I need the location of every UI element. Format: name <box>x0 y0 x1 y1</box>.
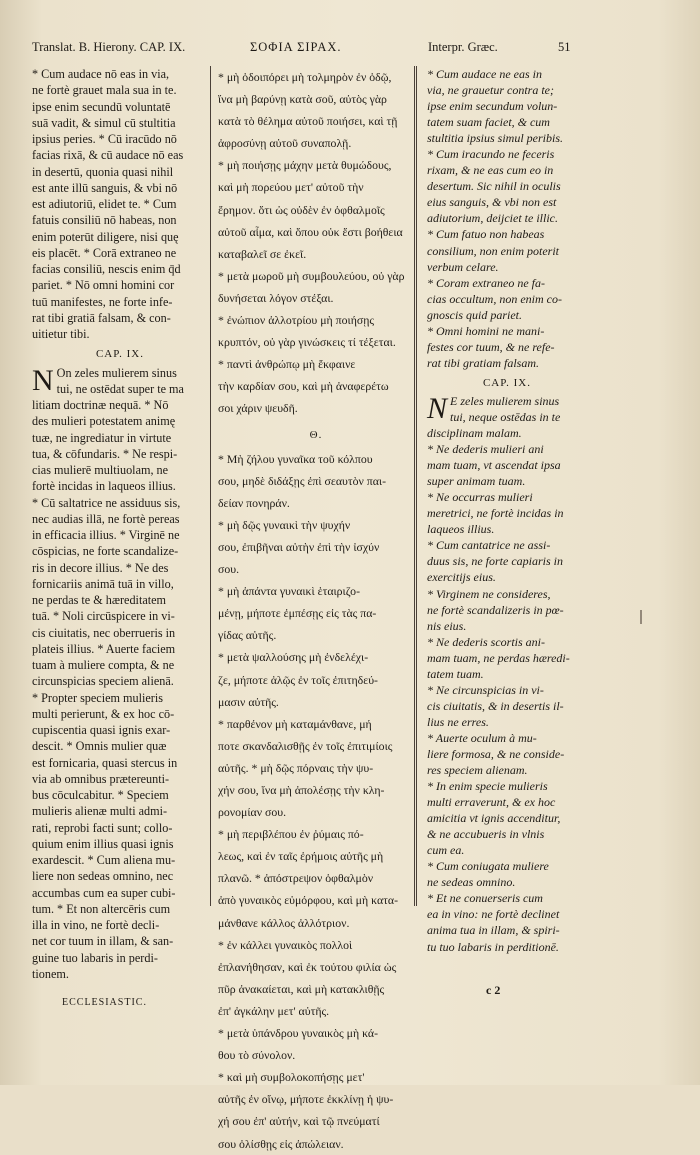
text-line: ipse enim secundū voluntatē <box>32 99 171 114</box>
text-line: * Cum cantatrice ne assi- <box>427 538 551 553</box>
chapter-heading: Θ. <box>309 428 323 441</box>
text-line: circunspicias speciem alienā. <box>32 674 174 689</box>
header-left: Translat. B. Hierony. CAP. IX. <box>32 40 186 54</box>
text-line: des mulieri potestatem animę <box>32 414 176 429</box>
text-line: guine tuo labaris in perdi- <box>32 950 158 965</box>
text-line: * Cū saltatrice ne assiduus sis, <box>32 495 181 510</box>
text-line: E zeles mulierem sinus <box>450 393 560 408</box>
text-line: est fornicaria, quasi stercus in <box>32 755 178 770</box>
text-line: res speciem alienam. <box>427 763 528 778</box>
text-line: est adiutoriū, elidet te. * Cum <box>32 197 177 211</box>
text-line: litiam doctrinæ nequā. * Nō <box>32 398 169 412</box>
text-line: cis ciuitatis, & in desertis il- <box>427 698 564 713</box>
text-line: liere formosa, & ne conside- <box>427 746 565 761</box>
text-line: adiutorium, deijciet te illic. <box>427 211 558 226</box>
column-divider <box>210 66 211 906</box>
latin-vulgate-column <box>32 66 208 982</box>
text-line: duus sis, ne forte capiaris in <box>427 554 564 569</box>
text-line: καὶ μὴ πορεύου μετ' αὐτοῦ τὴν <box>218 180 364 195</box>
text-line: πῦρ ἀνακαίεται, καὶ μὴ κατακλιθῇς <box>218 981 385 996</box>
text-line: eius sanguis, & vbi non est <box>427 195 557 210</box>
text-line: σου, ἐπιβῆναι αὐτὴν ἐπὶ τὴν ἰσχύν <box>218 539 380 554</box>
text-line: * Cum fatuo non habeas <box>427 227 545 242</box>
text-line: enim poterūt diligere, nisi quę <box>32 229 179 244</box>
text-line: * μὴ περιβλέπου ἐν ῥύμαις πό- <box>218 827 364 842</box>
text-line: est ante illū sanguis, & vbi nō <box>32 180 178 195</box>
text-line: via, ne grauetur contra te; <box>427 83 554 98</box>
text-line: cupiscentia quasi ignis exar- <box>32 723 171 737</box>
text-line: * Et ne conuerseris cum <box>427 891 543 906</box>
text-line: tum. * Et non altercēris cum <box>32 901 171 916</box>
text-line: fatuis consiliū nō habeas, non <box>32 213 177 228</box>
text-line: anima tua in illam, & spiri- <box>427 923 560 938</box>
text-line: super animam tuam. <box>427 474 526 489</box>
text-line: κατὰ τὸ θέλημα αὐτοῦ ποιήσει, καὶ τῇ <box>218 114 398 129</box>
text-line: fortè incidas in laqueos illius. <box>32 479 176 494</box>
text-line: fornicariis animā tuā in villo, <box>32 576 174 591</box>
text-line: * Virginem ne consideres, <box>427 586 551 601</box>
text-line: ζε, μήποτε ἁλῷς ἐν τοῖς ἐπιτηδεύ- <box>218 672 378 687</box>
text-line: μασιν αὐτῆς. <box>218 694 279 709</box>
text-line: multi perierunt, & ex hoc cō- <box>32 706 175 721</box>
text-line: σου, μηδὲ διδάξῃς ἐπὶ σεαυτὸν παι- <box>218 473 387 488</box>
text-line: festes cor tuum, & ne refe- <box>427 339 555 354</box>
text-line: tuū manifestes, ne forte infe- <box>32 294 173 309</box>
text-line: ea in vino: ne fortè declinet <box>427 907 560 922</box>
ink-mark <box>640 610 642 624</box>
text-line: & ne accubueris in vlnis <box>427 827 545 842</box>
text-line: quium enim illius quasi ignis <box>32 836 174 851</box>
text-line: δείαν πονηράν. <box>218 495 290 510</box>
text-line: ποτε σκανδαλισθῇς ἐν τοῖς ἐπιτιμίοις <box>218 738 393 753</box>
text-line: multi erraverunt, & ex hoc <box>427 795 556 810</box>
text-line: ἐπλανήθησαν, καὶ ἐκ τούτου φιλία ὡς <box>218 959 397 974</box>
text-line: cōspicias, ne forte scandalize- <box>32 544 179 559</box>
text-line: τὴν καρδίαν σου, καὶ μὴ ἀναφερέτω <box>218 379 389 394</box>
text-line: tuæ, ne ingrediatur in virtute <box>32 430 172 445</box>
text-line: πλανῶ. * ἀπόστρεψον ὀφθαλμὸν <box>218 871 374 886</box>
text-line: * Ne circunspicias in vi- <box>427 682 544 697</box>
text-line: ἵνα μὴ βαρύνῃ κατὰ σοῦ, αὐτὸς γὰρ <box>218 92 387 107</box>
text-line: λεως, καὶ ἐν ταῖς ἐρήμοις αὐτῆς μὴ <box>218 849 384 864</box>
text-line: tuā. * Noli circūspicere in vi- <box>32 609 175 624</box>
text-line: facias rixā, & cū audace nō eas <box>32 148 184 163</box>
text-line: tatem suam faciet, & cum <box>427 115 550 130</box>
text-line: * Propter speciem mulieris <box>32 690 163 705</box>
text-line: σου. <box>218 562 240 577</box>
text-line: μένῃ, μήποτε ἐμπέσῃς εἰς τὰς πα- <box>218 606 377 621</box>
text-line: ne fortè grauet mala sua in te. <box>32 83 177 98</box>
text-line: * παρθένον μὴ καταμάνθανε, μή <box>218 716 372 731</box>
text-line: consilium, non enim poterit <box>427 243 559 258</box>
text-line: αὐτῆς ἐν οἴνῳ, μήποτε ἐκκλίνῃ ἡ ψυ- <box>218 1092 394 1107</box>
text-line: exardescit. * Cum aliena mu- <box>32 853 176 867</box>
chapter-heading: CAP. IX. <box>482 376 532 389</box>
text-line: stultitia ipsius simul peribis. <box>427 131 564 146</box>
text-line: rati, reprobi facti sunt; collo- <box>32 820 173 835</box>
text-line: ris in decore illius. * Ne des <box>32 560 169 575</box>
text-line: ipse enim secundum volun- <box>427 99 558 114</box>
text-line: rat tibi gratiam falsam. <box>427 355 540 370</box>
text-line: ἀπὸ γυναικὸς εὐμόρφου, καὶ μὴ κατα- <box>218 893 399 908</box>
text-line: σου ὀλίσθῃς εἰς ἀπώλειαν. <box>218 1136 344 1151</box>
text-line: cum ea. <box>427 843 465 858</box>
text-line: rat tibi gratiā falsam, & con- <box>32 310 171 325</box>
text-line: * Ne dederis mulieri ani <box>427 442 544 457</box>
text-line: * Coram extraneo ne fa- <box>427 275 545 290</box>
text-line: ρονομίαν σου. <box>218 805 287 820</box>
text-line: amicitia vt ignis accenditur, <box>427 811 561 826</box>
text-line: * παντὶ ἀνθρώπῳ μὴ ἔκφαινε <box>218 357 356 372</box>
text-line: desertum. Sic nihil in oculis <box>427 179 561 194</box>
text-line: On zeles mulierem sinus <box>56 365 177 380</box>
text-line: liere non sedeas omnino, nec <box>32 869 174 884</box>
page-number: 51 <box>558 40 571 54</box>
text-line: κρυπτόν, οὐ γὰρ γινώσκεις τί τέξεται. <box>218 335 396 350</box>
text-line: ἐπ' ἀγκάλην μετ' αὐτῆς. <box>218 1003 330 1018</box>
text-line: ne sedeas omnino. <box>427 875 516 890</box>
drop-capital: N <box>32 363 54 397</box>
text-line: accumbas cum ea super cubi- <box>32 885 176 900</box>
text-line: tionem. <box>32 966 69 981</box>
text-line: plateis illius. * Auerte faciem <box>32 641 176 656</box>
text-line: bus cōculcabitur. * Speciem <box>32 788 169 802</box>
running-header <box>0 40 700 62</box>
text-line: nis eius. <box>427 618 467 633</box>
text-line: * Cum coniugata muliere <box>427 859 549 874</box>
text-line: χή σου ἐπ' αὐτήν, καὶ τῷ πνεύματί <box>218 1114 380 1129</box>
text-line: tui, ne ostēdat super te ma <box>56 381 184 396</box>
text-line: * μετὰ ψαλλούσης μὴ ἐνδελέχι- <box>218 650 369 665</box>
text-line: cias mulierē multiuolam, ne <box>32 463 169 477</box>
text-line: uitietur tibi. <box>32 327 90 341</box>
text-line: suā vadit, & simul cū stultitia <box>32 115 176 130</box>
text-line: * Cum audace ne eas in <box>427 67 542 81</box>
text-line: gnoscis quid pariet. <box>427 307 522 322</box>
text-line: * Cum iracundo ne feceris <box>427 147 555 162</box>
text-line: verbum celare. <box>427 259 499 274</box>
text-line: * μὴ ἀπάντα γυναικὶ ἑταιριζο- <box>218 584 361 599</box>
drop-capital: N <box>427 391 448 425</box>
catchword: ECCLESIASTIC. <box>62 997 147 1008</box>
text-line: * μὴ ὁδοιπόρει μὴ τολμηρὸν ἐν ὁδῷ, <box>218 70 392 84</box>
text-line: eis placēt. * Corā extraneo ne <box>32 245 177 260</box>
text-line: descit. * Omnis mulier quæ <box>32 739 167 754</box>
text-line: mam tuam, vt ascendat ipsa <box>427 458 561 473</box>
text-line: ἀφροσύνῃ αὐτοῦ συναπολῇ. <box>218 136 352 151</box>
text-line: * Auerte oculum à mu- <box>427 730 537 745</box>
text-line: tu tuo labaris in perditionē. <box>427 939 559 954</box>
text-line: cias occultum, non enim co- <box>427 291 562 306</box>
text-line: * μὴ ποιήσῃς μάχην μετὰ θυμώδους, <box>218 158 392 173</box>
text-line: * Μὴ ζήλου γυναῖκα τοῦ κόλπου <box>218 451 373 466</box>
text-line: ipsius peries. * Cū iracūdo nō <box>32 132 177 146</box>
text-line: αὐτοῦ αἷμα, καὶ ὅπου οὐκ ἔστι βοήθεια <box>218 224 403 239</box>
text-line: * μετὰ μωροῦ μὴ συμβουλεύου, οὐ γὰρ <box>218 268 405 283</box>
text-line: illa in vino, ne fortè decli- <box>32 918 160 932</box>
text-line: * ἐνώπιον ἀλλοτρίου μὴ ποιήσῃς <box>218 313 375 328</box>
text-line: disciplinam malam. <box>427 426 522 441</box>
text-line: tuam à muliere compta, & ne <box>32 658 175 672</box>
text-line: tui, neque ostēdas in te <box>450 409 561 424</box>
text-line: in efficacia illius. * Virginē ne <box>32 528 180 542</box>
column-divider <box>416 66 417 906</box>
text-line: θου τὸ σύνολον. <box>218 1048 296 1063</box>
text-line: via ab omnibus prætereunti- <box>32 771 170 786</box>
text-line: mulieris alienæ multi admi- <box>32 804 168 819</box>
text-line: δυνήσεται λόγον στέξαι. <box>218 290 334 305</box>
text-line: * Omni homini ne mani- <box>427 323 545 338</box>
text-line: pariet. * Nō omni homini cor <box>32 278 175 293</box>
text-line: γίδας αὐτῆς. <box>218 628 277 643</box>
text-line: καταβαλεῖ σε ἐκεῖ. <box>218 246 307 261</box>
text-line: * Ne occurras mulieri <box>427 490 533 505</box>
text-line: exercitijs eius. <box>427 570 496 585</box>
header-center: ΣΟΦΙΑ ΣΙΡΑΧ. <box>250 40 342 54</box>
text-line: χήν σου, ἵνα μὴ ἀπολέσῃς τὴν κλη- <box>218 783 385 797</box>
text-line: tatem tuam. <box>427 666 484 681</box>
header-right: Interpr. Græc. <box>428 40 498 54</box>
text-line: σοι χάριν ψευδῆ. <box>218 401 298 416</box>
text-line: * καὶ μὴ συμβολοκοπήσῃς μετ' <box>218 1070 365 1085</box>
text-line: net cor tuum in illam, & san- <box>32 934 174 949</box>
signature-mark: c 2 <box>486 983 501 997</box>
text-line: mam tuam, ne perdas hæredi- <box>427 650 570 665</box>
text-line: μάνθανε κάλλος ἀλλότριον. <box>218 915 350 930</box>
text-line: * μετὰ ὑπάνδρου γυναικὸς μὴ κά- <box>218 1026 379 1041</box>
text-line: laqueos illius. <box>427 522 495 537</box>
text-line: * Ne dederis scortis ani- <box>427 634 545 649</box>
text-line: rixam, & ne eas cum eo in <box>427 163 554 178</box>
text-line: * Cum audace nō eas in via, <box>32 67 170 81</box>
text-line: ne perdas te & hæreditatem <box>32 593 167 607</box>
text-line: tua, & cōfundaris. * Ne respi- <box>32 446 178 461</box>
text-line: * μὴ δῷς γυναικὶ τὴν ψυχήν <box>218 517 351 532</box>
text-line: facias consiliū, nescis enim q̄d <box>32 262 181 276</box>
text-line: * In enim specie mulieris <box>427 779 548 794</box>
text-line: cis ciuitatis, nec oberrueris in <box>32 625 176 640</box>
text-line: ne fortè scandalizeris in pœ- <box>427 602 564 617</box>
text-line: * ἐν κάλλει γυναικὸς πολλοὶ <box>218 937 353 952</box>
text-line: nec audias illā, ne fortè pereas <box>32 511 180 526</box>
latin-greek-interpretation-column <box>427 66 587 955</box>
text-line: in desertū, quonia quasi nihil <box>32 164 174 179</box>
column-divider <box>414 66 415 906</box>
chapter-heading: CAP. IX. <box>95 348 145 361</box>
text-line: ἔρημον. ὅτι ὡς οὐδὲν ἐν ὀφθαλμοῖς <box>218 202 385 217</box>
greek-column <box>218 66 414 1155</box>
text-line: meretrici, ne fortè incidas in <box>427 506 564 521</box>
text-line: αὐτῆς. * μὴ δῷς πόρναις τὴν ψυ- <box>218 760 374 775</box>
text-line: lius ne erres. <box>427 714 489 729</box>
